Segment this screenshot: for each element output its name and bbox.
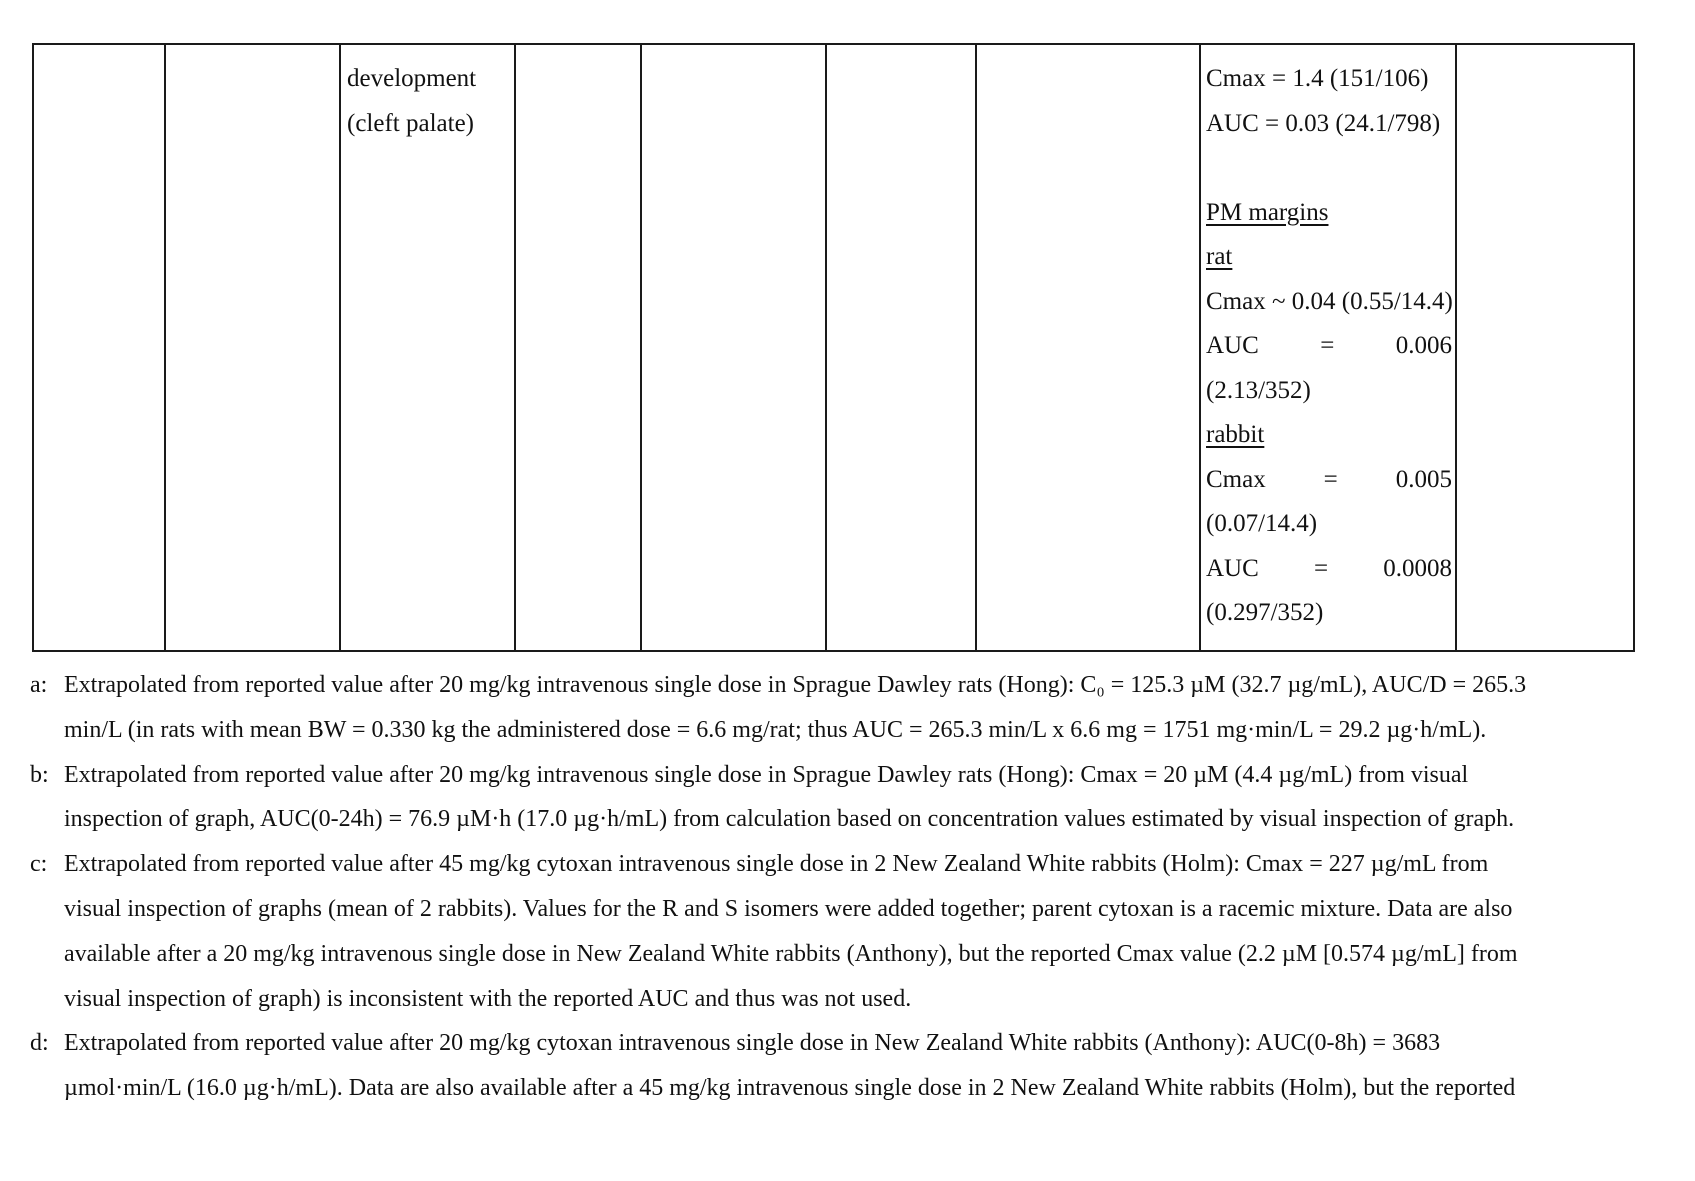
table-column-6 <box>827 45 977 650</box>
pm-margins-heading: PM margins <box>1206 198 1329 226</box>
footnotes <box>30 663 1635 1111</box>
table-column-1 <box>34 45 166 650</box>
table-column-9 <box>1457 45 1633 650</box>
footnote-b-line2: inspection of graph, AUC(0-24h) = 76.9 µM·h (17.0 µg·h/mL) from calculation based on concentration values estimated by visual inspection of graph. <box>64 806 1515 833</box>
rat-auc-ratio: (2.13/352) <box>1206 376 1311 404</box>
rabbit-heading: rabbit <box>1206 421 1265 448</box>
rat-heading: rat <box>1206 243 1233 270</box>
rabbit-auc-line: AUC = 0.0008 <box>1206 554 1452 582</box>
footnote-c-line4: visual inspection of graph) is inconsistent with the reported AUC and thus was not used. <box>64 985 912 1012</box>
rabbit-cmax-line: Cmax = 0.005 <box>1206 465 1452 493</box>
rabbit-auc-ratio: (0.297/352) <box>1206 599 1324 626</box>
footnote-b: b: Extrapolated from reported value after 20 mg/kg intravenous single dose in Sprague Dawley rats (Hong): Cmax = 20 µM (4.4 µg/mL) from visual <box>30 761 1469 788</box>
rat-auc-line: AUC = 0.006 <box>1206 332 1452 359</box>
footnote-a: a: Extrapolated from reported value after 20 mg/kg intravenous single dose in Sprague Dawley rats (Hong): C₀ = 125.3 µM (32.7 µg/mL), AUC/D = 265.3 <box>30 672 1527 698</box>
rat-cmax-line: Cmax ~ 0.04 (0.55/14.4) <box>1206 287 1453 315</box>
data-table <box>32 43 1635 652</box>
footnote-d-line2: µmol·min/L (16.0 µg·h/mL). Data are also available after a 45 mg/kg intravenous single dose in 2 New Zealand White rabbits (Holm), but the reported <box>64 1075 1516 1102</box>
table-column-4 <box>516 45 642 650</box>
table-column-3 <box>341 45 516 650</box>
footnote-c: c: Extrapolated from reported value after 45 mg/kg cytoxan intravenous single dose in 2 New Zealand White rabbits (Holm): Cmax = 227 µg/mL from <box>30 851 1489 878</box>
footnote-d: d: Extrapolated from reported value after 20 mg/kg cytoxan intravenous single dose in New Zealand White rabbits (Anthony): AUC(0-8h) = 3683 <box>30 1030 1441 1057</box>
footnote-c-line3: available after a 20 mg/kg intravenous single dose in New Zealand White rabbits (Anthony), but the reported Cmax value (2.2 µM [0.574 µg/mL] from <box>64 940 1518 967</box>
margin-cmax-line: Cmax = 1.4 (151/106) <box>1206 65 1429 92</box>
cell-text-development: development <box>347 65 477 92</box>
table-column-margins <box>1201 45 1457 650</box>
cell-text-cleft-palate: (cleft palate) <box>347 109 474 137</box>
table-column-5 <box>642 45 827 650</box>
margin-auc-line: AUC = 0.03 (24.1/798) <box>1206 109 1441 137</box>
footnote-a-line2: min/L (in rats with mean BW = 0.330 kg the administered dose = 6.6 mg/rat; thus AUC = 265.3 min/L x 6.6 mg = 1751 mg·min/L = 29.2 µg·h/mL). <box>64 716 1487 743</box>
table-column-7 <box>977 45 1201 650</box>
footnote-c-line2: visual inspection of graphs (mean of 2 rabbits). Values for the R and S isomers were added together; parent cytoxan is a racemic mixture. Data are also <box>64 895 1513 922</box>
table-column-2 <box>166 45 341 650</box>
rabbit-cmax-ratio: (0.07/14.4) <box>1206 510 1318 537</box>
